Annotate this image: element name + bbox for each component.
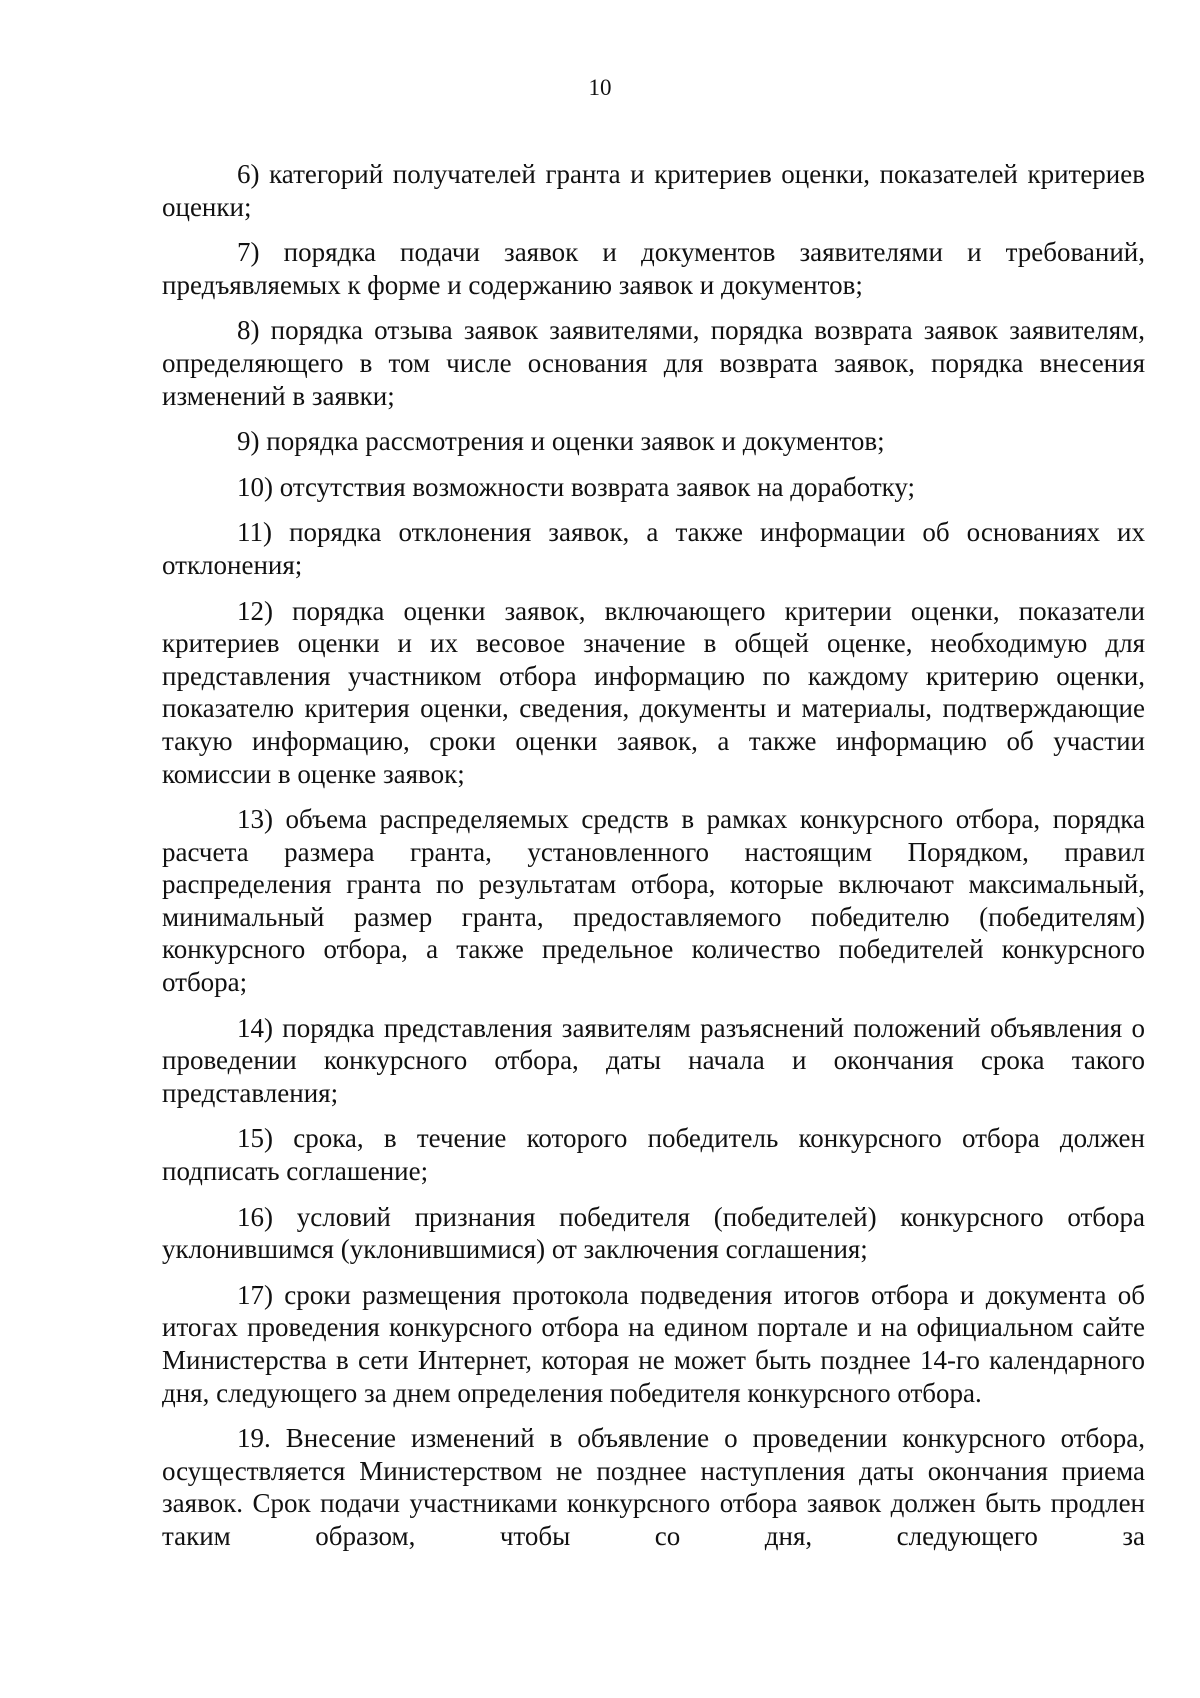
section-19-paragraph: 19. Внесение изменений в объявление о проведении конкурсного отбора, осуществляется Министерством не позднее наступления даты окончания приема заявок. Срок подачи участниками конкурсного отбора заявок должен быть продлен таким образом, чтобы со дня, следующего за	[162, 1423, 1145, 1551]
list-item-13: 13) объема распределяемых средств в рамках конкурсного отбора, порядка расчета размера гранта, установленного настоящим Порядком, правил распределения гранта по результатам отбора, которые включают максимальный, минимальный размер гранта, предоставляемого победителю (победителям) конкурсного отбора, а также предельное количество победителей конкурсного отбора;	[162, 804, 1145, 998]
list-item-11: 11) порядка отклонения заявок, а также информации об основаниях их отклонения;	[162, 517, 1145, 580]
list-item-6: 6) категорий получателей гранта и критериев оценки, показателей критериев оценки;	[162, 159, 1145, 222]
list-item-14: 14) порядка представления заявителям разъяснений положений объявления о проведении конкурсного отбора, даты начала и окончания срока такого представления;	[162, 1012, 1145, 1108]
list-item-10: 10) отсутствия возможности возврата заявок на доработку;	[237, 471, 916, 502]
list-item-12: 12) порядка оценки заявок, включающего критерии оценки, показатели критериев оценки и их весовое значение в общей оценке, необходимую для представления участником отбора информацию по каждому критерию оценки, показателю критерия оценки, сведения, документы и материалы, подтверждающие такую информацию, сроки оценки заявок, а также информацию об участии комиссии в оценке заявок;	[162, 595, 1145, 789]
list-item-8: 8) порядка отзыва заявок заявителями, порядка возврата заявок заявителям, определяющего в том числе основания для возврата заявок, порядка внесения изменений в заявки;	[162, 315, 1145, 411]
list-item-16: 16) условий признания победителя (победителей) конкурсного отбора уклонившимся (уклонившимися) от заключения соглашения;	[162, 1201, 1145, 1265]
list-item-7: 7) порядка подачи заявок и документов заявителями и требований, предъявляемых к форме и содержанию заявок и документов;	[162, 237, 1145, 300]
list-item-17: 17) сроки размещения протокола подведения итогов отбора и документа об итогах проведения конкурсного отбора на едином портале и на официальном сайте Министерства в сети Интернет, которая не может быть позднее 14-го календарного дня, следующего за днем определения победителя конкурсного отбора.	[162, 1279, 1145, 1408]
list-item-9: 9) порядка рассмотрения и оценки заявок и документов;	[237, 426, 885, 457]
page-number: 10	[588, 75, 612, 100]
list-item-15: 15) срока, в течение которого победитель конкурсного отбора должен подписать соглашение;	[162, 1123, 1145, 1187]
document-body	[162, 158, 1145, 1566]
